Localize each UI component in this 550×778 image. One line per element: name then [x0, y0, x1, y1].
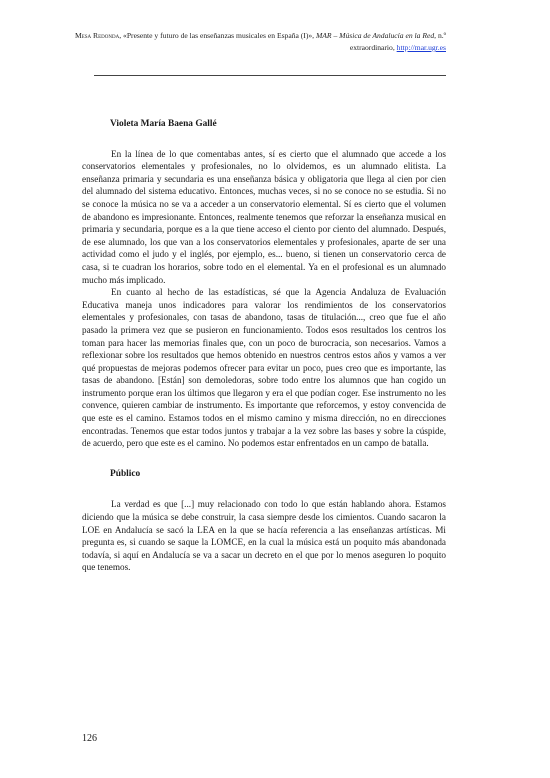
speaker-name: Violeta María Baena Gallé [110, 119, 217, 129]
running-header [60, 30, 446, 54]
header-issue: , n.º extraordinario, [349, 31, 446, 52]
header-title: , «Presente y futuro de las enseñanzas musicales en España (I)», [119, 31, 316, 40]
header-url-link[interactable]: http://mar.ugr.es [396, 43, 446, 52]
paragraph: La verdad es que [...] muy relacionado con todo lo que están hablando ahora. Estamos diciendo que la música se debe construir, la casa siempre desde los cimientos. Cuando sacaron la LOE en Andalucía se sacó la LEA en la que se hacía referencia a las enseñanzas artísticas. Mi pregunta es, si cuando se saque la LOMCE, en la cual la música está un poquito más abandonada todavía, si aquí en Andalucía se va a sacar un decreto en el que por lo menos aseguren lo poquito que tenemos. [82, 499, 446, 573]
paragraph: En la línea de lo que comentabas antes, sí es cierto que el alumnado que accede a los conservatorios elementales y profesionales, no lo olvidemos, es un alumnado elitista. La enseñanza primaria y secundaria es una enseñanza básica y obligatoria que llega al cien por cien del alumnado del sistema educativo. Entonces, muchas veces, si no se conoce no se estudia. Si no se conoce la música no se va a acceder a un conservatorio elemental. Sí es cierto que el volumen de abandono es impresionante. Entonces, realmente tenemos que reforzar la enseñanza musical en primaria y secundaria, porque es a la que tiene acceso el ciento por ciento del alumnado. Después, de ese alumnado, los que van a los conservatorios elementales y profesionales, aparte de ser una actividad como el judo y el inglés, por ejemplo, es... bueno, si tienen un conservatorio cerca de casa, si te cuadran los horarios, sobre todo en el elemental. Ya en el profesional es un alumnado mucho más implicado. [82, 148, 446, 285]
header-journal: MAR – Música de Andalucía en la Red [315, 31, 435, 40]
header-divider [94, 75, 446, 76]
page-number: 126 [82, 733, 97, 744]
paragraph: En cuanto al hecho de las estadísticas, sé que la Agencia Andaluza de Evaluación Educativa maneja unos indicadores para valorar los rendimientos de los conservatorios elementales y profesionales, con tasas de abandono, tasas de titulación..., creo que fue el año pasado la primera vez que se pusieron en funcionamiento. Todos esos resultados los centros los toman para hacer las memorias finales que, con un poco de burocracia, son necesarios. Vamos a reflexionar sobre los resultados que hemos obtenido en nuestros centros estos años y vamos a ver qué propuestas de mejoras podemos ofrecer para evitar un poco, pues creo que es importante, las tasas de abandono. [Están] son demoledoras, sobre todo entre los alumnos que han cogido un instrumento porque eran los últimos que llegaron y era el que podían coger. Ese instrumento no les convence, quieren cambiar de instrumento. Es importante que reforcemos, y estoy convencida de que este es el camino. Estamos todos en el mismo camino y misma dirección, no en direcciones encontradas. Tenemos que estar todos juntos y trabajar a la vez sobre las bases y sobre la cúspide, de acuerdo, pero que este es el camino. No podemos estar enfrentados en un campo de batalla. [82, 287, 446, 449]
speaker-name: Público [110, 468, 141, 479]
header-author: Mesa Redonda [74, 31, 120, 40]
page-content [82, 118, 446, 574]
